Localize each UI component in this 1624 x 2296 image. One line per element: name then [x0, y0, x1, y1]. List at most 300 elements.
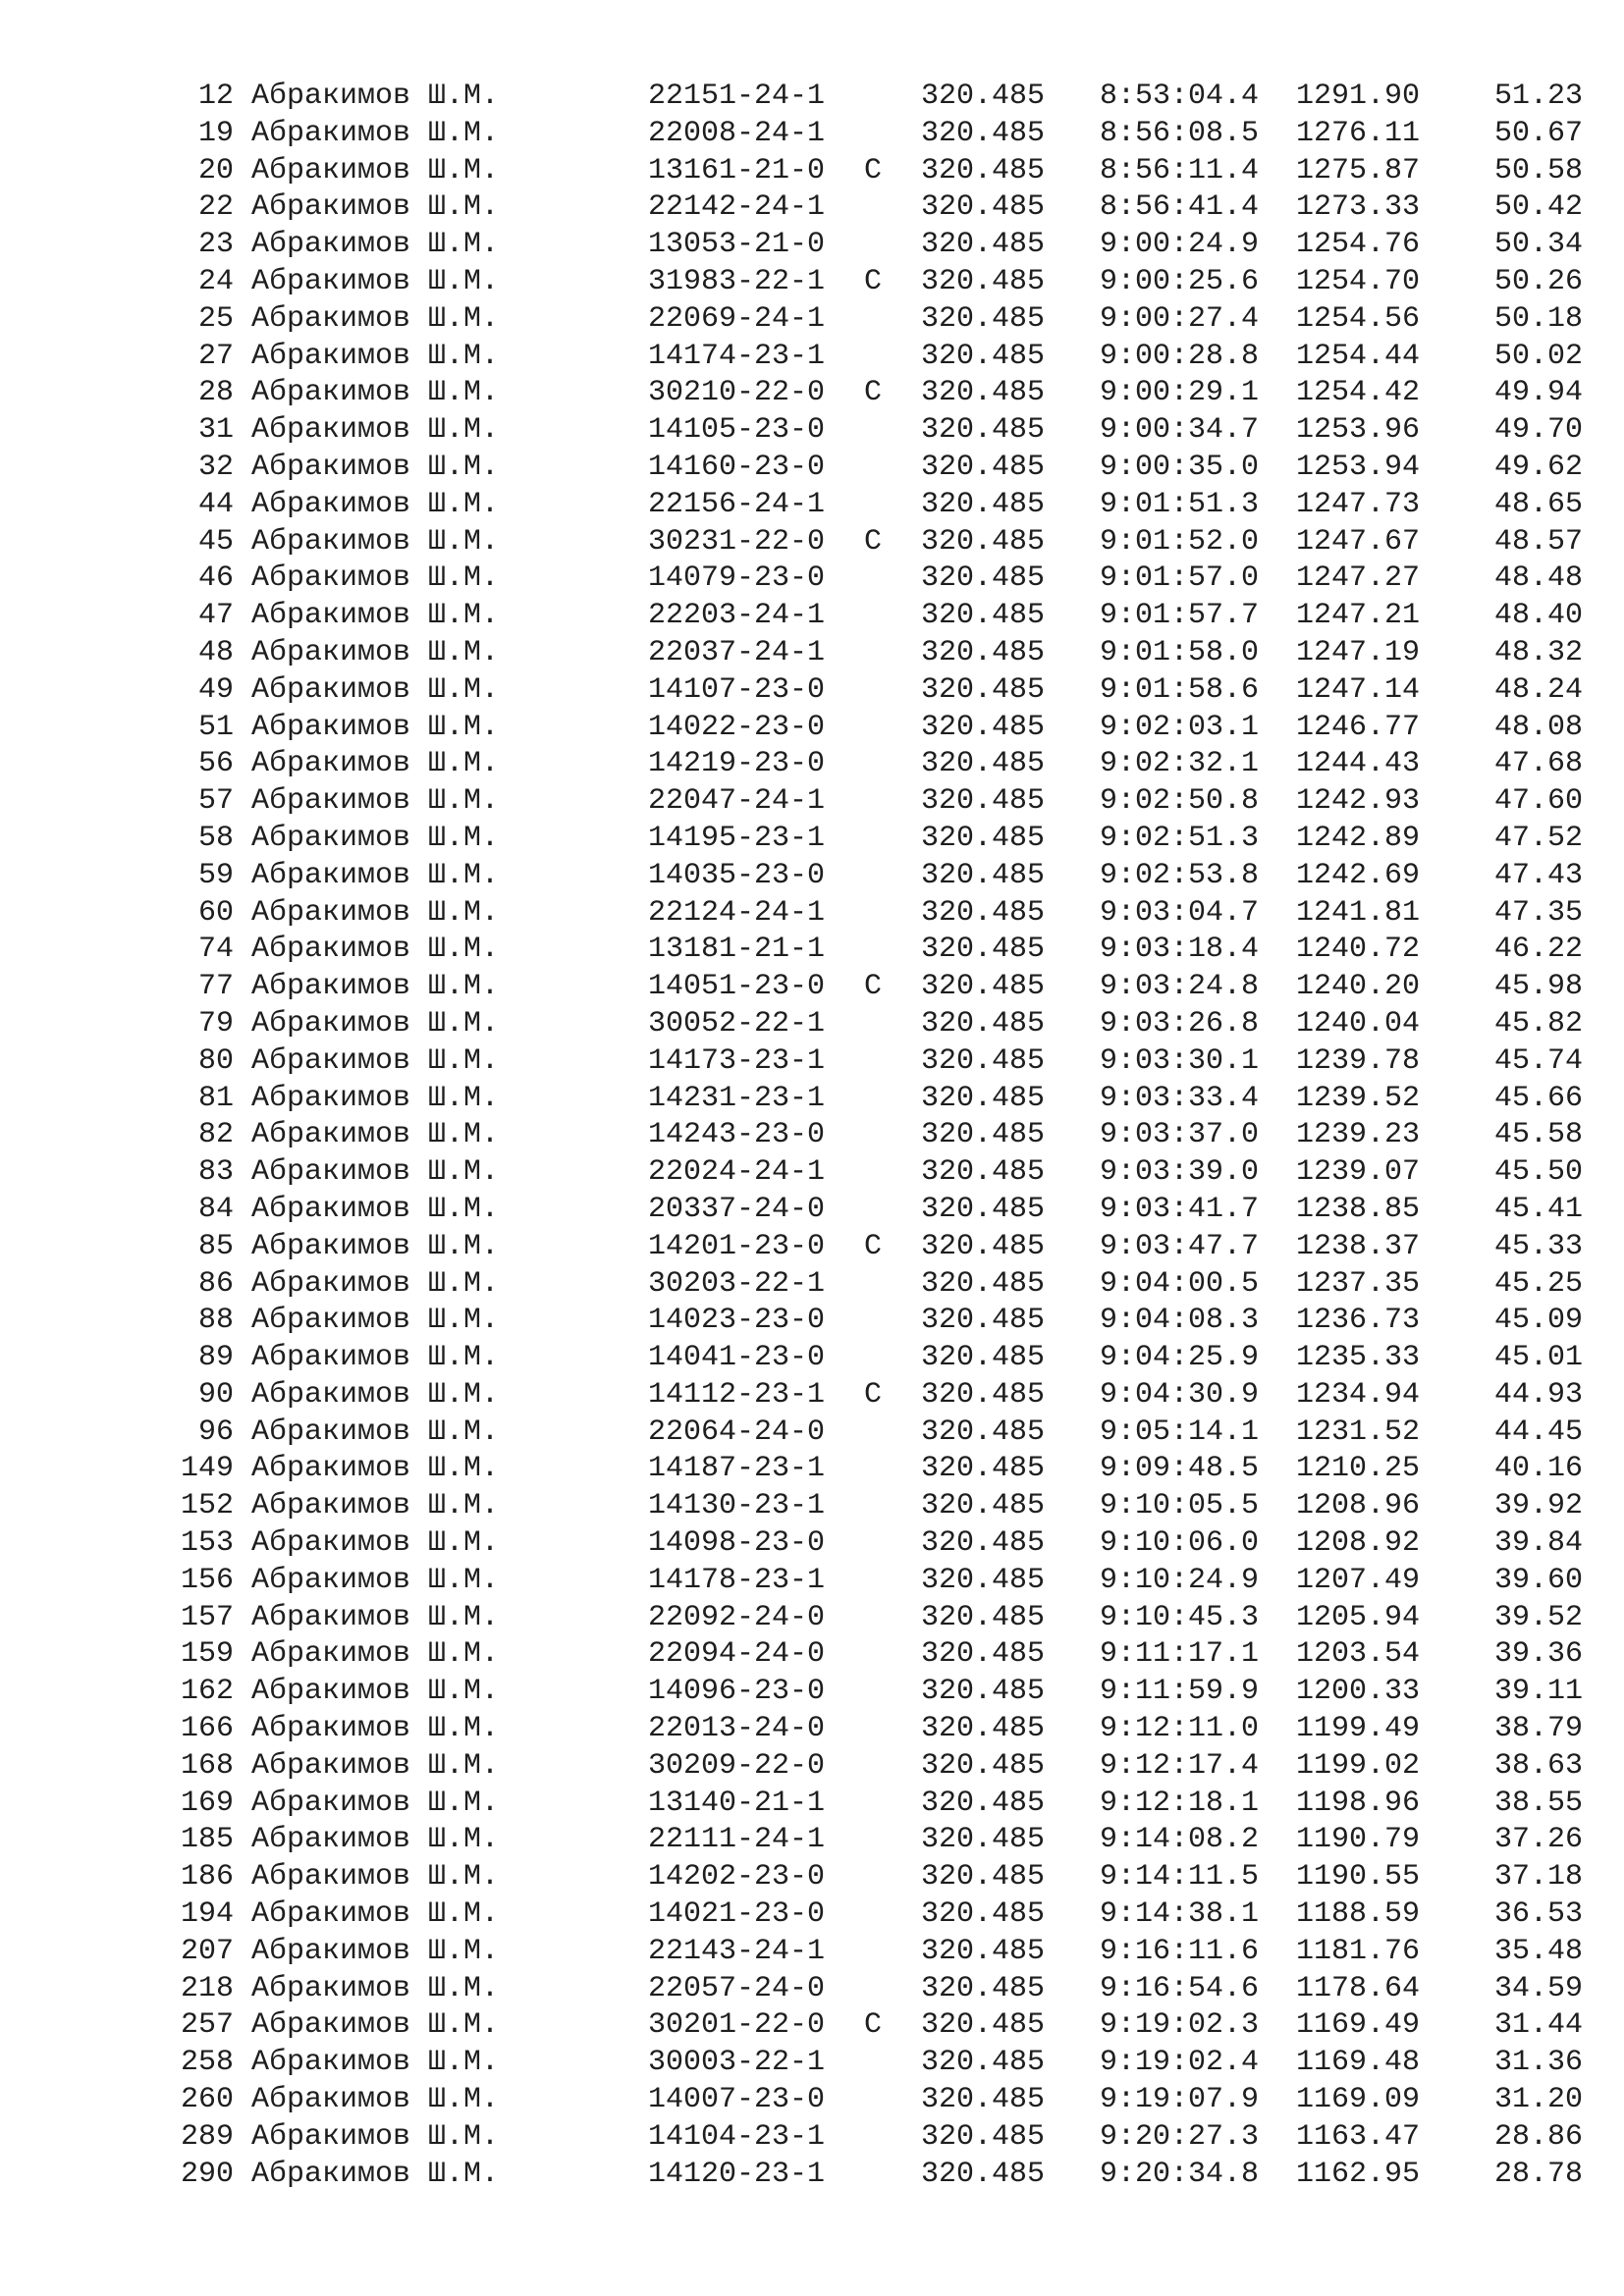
time-cell: 9:02:53.8 — [1100, 858, 1260, 892]
score-cell: 39.11 — [1493, 1675, 1583, 1709]
ring-number-cell: 13161-21-0 — [648, 153, 826, 187]
distance-cell: 320.485 — [921, 710, 1046, 744]
time-cell: 9:03:26.8 — [1100, 1006, 1260, 1041]
time-cell: 9:12:17.4 — [1100, 1748, 1260, 1783]
name-cell: Абракимов Ш.М. — [251, 153, 500, 187]
name-cell: Абракимов Ш.М. — [251, 599, 500, 633]
name-cell: Абракимов Ш.М. — [251, 413, 500, 448]
distance-cell: 320.485 — [921, 1563, 1046, 1597]
speed-cell: 1199.02 — [1296, 1748, 1421, 1783]
speed-cell: 1242.69 — [1296, 858, 1421, 892]
speed-cell: 1198.96 — [1296, 1786, 1421, 1820]
speed-cell: 1238.37 — [1296, 1229, 1421, 1263]
distance-cell: 320.485 — [921, 339, 1046, 373]
time-cell: 9:00:28.8 — [1100, 339, 1260, 373]
distance-cell: 320.485 — [921, 1637, 1046, 1672]
place-cell: 32 — [197, 450, 234, 484]
place-cell: 22 — [197, 190, 234, 225]
place-cell: 74 — [197, 933, 234, 967]
speed-cell: 1208.92 — [1296, 1526, 1421, 1561]
name-cell: Абракимов Ш.М. — [251, 784, 500, 819]
speed-cell: 1239.78 — [1296, 1043, 1421, 1078]
name-cell: Абракимов Ш.М. — [251, 80, 500, 113]
score-cell: 45.66 — [1493, 1081, 1583, 1115]
score-cell: 48.24 — [1493, 672, 1583, 707]
name-cell: Абракимов Ш.М. — [251, 1823, 500, 1857]
ring-number-cell: 22143-24-1 — [648, 1934, 826, 1968]
score-cell: 45.50 — [1493, 1155, 1583, 1190]
place-cell: 24 — [197, 264, 234, 298]
name-cell: Абракимов Ш.М. — [251, 933, 500, 967]
score-cell: 50.02 — [1493, 339, 1583, 373]
speed-cell: 1242.89 — [1296, 821, 1421, 855]
name-cell: Абракимов Ш.М. — [251, 1897, 500, 1932]
distance-cell: 320.485 — [921, 2083, 1046, 2117]
time-cell: 9:19:02.3 — [1100, 2008, 1260, 2043]
time-cell: 9:01:57.7 — [1100, 599, 1260, 633]
ring-number-cell: 14098-23-0 — [648, 1526, 826, 1561]
ring-number-cell: 22092-24-0 — [648, 1600, 826, 1634]
ring-number-cell: 30231-22-0 — [648, 524, 826, 559]
place-cell: 31 — [197, 413, 234, 448]
score-cell: 47.52 — [1493, 821, 1583, 855]
time-cell: 9:12:11.0 — [1100, 1712, 1260, 1746]
time-cell: 9:00:34.7 — [1100, 413, 1260, 448]
speed-cell: 1190.79 — [1296, 1823, 1421, 1857]
score-cell: 37.18 — [1493, 1860, 1583, 1895]
score-cell: 45.58 — [1493, 1118, 1583, 1152]
speed-cell: 1200.33 — [1296, 1675, 1421, 1709]
distance-cell: 320.485 — [921, 599, 1046, 633]
name-cell: Абракимов Ш.М. — [251, 970, 500, 1004]
score-cell: 31.20 — [1493, 2083, 1583, 2117]
name-cell: Абракимов Ш.М. — [251, 2008, 500, 2043]
score-cell: 44.45 — [1493, 1415, 1583, 1449]
place-cell: 58 — [197, 821, 234, 855]
name-cell: Абракимов Ш.М. — [251, 1192, 500, 1226]
ring-number-cell: 30201-22-0 — [648, 2008, 826, 2043]
ring-number-cell: 30052-22-1 — [648, 1006, 826, 1041]
ring-number-cell: 14107-23-0 — [648, 672, 826, 707]
score-cell: 34.59 — [1493, 1971, 1583, 2005]
distance-cell: 320.485 — [921, 895, 1046, 930]
score-cell: 39.92 — [1493, 1489, 1583, 1523]
name-cell: Абракимов Ш.М. — [251, 1081, 500, 1115]
ring-number-cell: 22094-24-0 — [648, 1637, 826, 1672]
ring-number-cell: 14174-23-1 — [648, 339, 826, 373]
time-cell: 8:53:04.4 — [1100, 80, 1260, 113]
place-cell: 96 — [197, 1415, 234, 1449]
place-cell: 186 — [180, 1860, 234, 1895]
name-cell: Абракимов Ш.М. — [251, 228, 500, 262]
place-cell: 12 — [197, 80, 234, 113]
ring-number-cell: 22142-24-1 — [648, 190, 826, 225]
time-cell: 9:10:24.9 — [1100, 1563, 1260, 1597]
time-cell: 9:03:24.8 — [1100, 970, 1260, 1004]
ring-number-cell: 22156-24-1 — [648, 487, 826, 521]
distance-cell: 320.485 — [921, 1600, 1046, 1634]
place-cell: 157 — [180, 1600, 234, 1634]
ring-number-cell: 22024-24-1 — [648, 1155, 826, 1190]
ring-number-cell: 30003-22-1 — [648, 2046, 826, 2080]
score-cell: 28.78 — [1493, 2157, 1583, 2191]
speed-cell: 1253.94 — [1296, 450, 1421, 484]
score-cell: 49.62 — [1493, 450, 1583, 484]
ring-number-cell: 14051-23-0 — [648, 970, 826, 1004]
distance-cell: 320.485 — [921, 264, 1046, 298]
time-cell: 9:03:39.0 — [1100, 1155, 1260, 1190]
time-cell: 9:01:52.0 — [1100, 524, 1260, 559]
speed-cell: 1236.73 — [1296, 1304, 1421, 1338]
name-cell: Абракимов Ш.М. — [251, 1860, 500, 1895]
speed-cell: 1203.54 — [1296, 1637, 1421, 1672]
score-cell: 45.98 — [1493, 970, 1583, 1004]
ring-number-cell: 22008-24-1 — [648, 116, 826, 150]
ring-number-cell: 22069-24-1 — [648, 301, 826, 336]
score-cell: 48.65 — [1493, 487, 1583, 521]
distance-cell: 320.485 — [921, 524, 1046, 559]
name-cell: Абракимов Ш.М. — [251, 1229, 500, 1263]
speed-cell: 1247.73 — [1296, 487, 1421, 521]
name-cell: Абракимов Ш.М. — [251, 1637, 500, 1672]
ring-number-cell: 14160-23-0 — [648, 450, 826, 484]
place-cell: 152 — [180, 1489, 234, 1523]
name-cell: Абракимов Ш.М. — [251, 1712, 500, 1746]
score-cell: 48.48 — [1493, 561, 1583, 596]
score-cell: 48.57 — [1493, 524, 1583, 559]
place-cell: 88 — [197, 1304, 234, 1338]
speed-cell: 1240.72 — [1296, 933, 1421, 967]
ring-number-cell: 14173-23-1 — [648, 1043, 826, 1078]
distance-cell: 320.485 — [921, 1823, 1046, 1857]
name-cell: Абракимов Ш.М. — [251, 524, 500, 559]
ring-number-cell: 31983-22-1 — [648, 264, 826, 298]
time-cell: 9:00:35.0 — [1100, 450, 1260, 484]
distance-cell: 320.485 — [921, 1489, 1046, 1523]
name-cell: Абракимов Ш.М. — [251, 1377, 500, 1412]
score-cell: 47.35 — [1493, 895, 1583, 930]
speed-cell: 1254.70 — [1296, 264, 1421, 298]
place-cell: 82 — [197, 1118, 234, 1152]
time-cell: 9:04:25.9 — [1100, 1341, 1260, 1375]
score-cell: 38.79 — [1493, 1712, 1583, 1746]
ring-number-cell: 14023-23-0 — [648, 1304, 826, 1338]
distance-cell: 320.485 — [921, 116, 1046, 150]
place-cell: 90 — [197, 1377, 234, 1412]
score-cell: 47.60 — [1493, 784, 1583, 819]
place-cell: 51 — [197, 710, 234, 744]
distance-cell: 320.485 — [921, 1934, 1046, 1968]
speed-cell: 1238.85 — [1296, 1192, 1421, 1226]
distance-cell: 320.485 — [921, 2157, 1046, 2191]
ring-number-cell: 14104-23-1 — [648, 2119, 826, 2154]
name-cell: Абракимов Ш.М. — [251, 1971, 500, 2005]
speed-cell: 1247.21 — [1296, 599, 1421, 633]
name-cell: Абракимов Ш.М. — [251, 1675, 500, 1709]
distance-cell: 320.485 — [921, 190, 1046, 225]
speed-cell: 1199.49 — [1296, 1712, 1421, 1746]
speed-cell: 1275.87 — [1296, 153, 1421, 187]
speed-cell: 1242.93 — [1296, 784, 1421, 819]
place-cell: 169 — [180, 1786, 234, 1820]
place-cell: 86 — [197, 1266, 234, 1301]
ring-number-cell: 22064-24-0 — [648, 1415, 826, 1449]
speed-cell: 1240.20 — [1296, 970, 1421, 1004]
flag-cell: С — [864, 1377, 883, 1412]
distance-cell: 320.485 — [921, 1971, 1046, 2005]
ring-number-cell: 22111-24-1 — [648, 1823, 826, 1857]
place-cell: 290 — [180, 2157, 234, 2191]
place-cell: 153 — [180, 1526, 234, 1561]
time-cell: 9:14:38.1 — [1100, 1897, 1260, 1932]
name-cell: Абракимов Ш.М. — [251, 450, 500, 484]
ring-number-cell: 30210-22-0 — [648, 376, 826, 410]
place-cell: 218 — [180, 1971, 234, 2005]
score-cell: 45.41 — [1493, 1192, 1583, 1226]
time-cell: 9:19:07.9 — [1100, 2083, 1260, 2117]
speed-cell: 1181.76 — [1296, 1934, 1421, 1968]
ring-number-cell: 22203-24-1 — [648, 599, 826, 633]
speed-cell: 1239.23 — [1296, 1118, 1421, 1152]
name-cell: Абракимов Ш.М. — [251, 376, 500, 410]
distance-cell: 320.485 — [921, 301, 1046, 336]
ring-number-cell: 14130-23-1 — [648, 1489, 826, 1523]
speed-cell: 1240.04 — [1296, 1006, 1421, 1041]
name-cell: Абракимов Ш.М. — [251, 710, 500, 744]
place-cell: 45 — [197, 524, 234, 559]
name-cell: Абракимов Ш.М. — [251, 2119, 500, 2154]
name-cell: Абракимов Ш.М. — [251, 1006, 500, 1041]
place-cell: 48 — [197, 635, 234, 669]
place-cell: 258 — [180, 2046, 234, 2080]
speed-cell: 1254.42 — [1296, 376, 1421, 410]
distance-cell: 320.485 — [921, 1860, 1046, 1895]
distance-cell: 320.485 — [921, 1526, 1046, 1561]
name-cell: Абракимов Ш.М. — [251, 1266, 500, 1301]
time-cell: 9:02:50.8 — [1100, 784, 1260, 819]
time-cell: 9:16:11.6 — [1100, 1934, 1260, 1968]
time-cell: 9:00:24.9 — [1100, 228, 1260, 262]
name-cell: Абракимов Ш.М. — [251, 1489, 500, 1523]
flag-cell: С — [864, 376, 883, 410]
speed-cell: 1247.27 — [1296, 561, 1421, 596]
time-cell: 9:14:08.2 — [1100, 1823, 1260, 1857]
flag-cell: С — [864, 264, 883, 298]
name-cell: Абракимов Ш.М. — [251, 1155, 500, 1190]
distance-cell: 320.485 — [921, 2046, 1046, 2080]
name-cell: Абракимов Ш.М. — [251, 1786, 500, 1820]
place-cell: 25 — [197, 301, 234, 336]
place-cell: 168 — [180, 1748, 234, 1783]
place-cell: 257 — [180, 2008, 234, 2043]
speed-cell: 1237.35 — [1296, 1266, 1421, 1301]
time-cell: 9:11:17.1 — [1100, 1637, 1260, 1672]
name-cell: Абракимов Ш.М. — [251, 635, 500, 669]
ring-number-cell: 14219-23-0 — [648, 747, 826, 781]
ring-number-cell: 14035-23-0 — [648, 858, 826, 892]
place-cell: 149 — [180, 1452, 234, 1486]
ring-number-cell: 14187-23-1 — [648, 1452, 826, 1486]
speed-cell: 1247.19 — [1296, 635, 1421, 669]
distance-cell: 320.485 — [921, 2119, 1046, 2154]
time-cell: 9:16:54.6 — [1100, 1971, 1260, 2005]
score-cell: 45.74 — [1493, 1043, 1583, 1078]
speed-cell: 1273.33 — [1296, 190, 1421, 225]
score-cell: 50.42 — [1493, 190, 1583, 225]
time-cell: 9:12:18.1 — [1100, 1786, 1260, 1820]
ring-number-cell: 13181-21-1 — [648, 933, 826, 967]
distance-cell: 320.485 — [921, 1155, 1046, 1190]
speed-cell: 1205.94 — [1296, 1600, 1421, 1634]
score-cell: 39.36 — [1493, 1637, 1583, 1672]
name-cell: Абракимов Ш.М. — [251, 1341, 500, 1375]
time-cell: 8:56:11.4 — [1100, 153, 1260, 187]
speed-cell: 1254.76 — [1296, 228, 1421, 262]
time-cell: 9:14:11.5 — [1100, 1860, 1260, 1895]
time-cell: 9:11:59.9 — [1100, 1675, 1260, 1709]
ring-number-cell: 14041-23-0 — [648, 1341, 826, 1375]
speed-cell: 1254.56 — [1296, 301, 1421, 336]
ring-number-cell: 13053-21-0 — [648, 228, 826, 262]
flag-cell: С — [864, 2008, 883, 2043]
place-cell: 81 — [197, 1081, 234, 1115]
score-cell: 48.32 — [1493, 635, 1583, 669]
distance-cell: 320.485 — [921, 228, 1046, 262]
time-cell: 9:04:08.3 — [1100, 1304, 1260, 1338]
ring-number-cell: 20337-24-0 — [648, 1192, 826, 1226]
time-cell: 9:03:41.7 — [1100, 1192, 1260, 1226]
name-cell: Абракимов Ш.М. — [251, 2083, 500, 2117]
time-cell: 9:20:27.3 — [1100, 2119, 1260, 2154]
speed-cell: 1169.09 — [1296, 2083, 1421, 2117]
score-cell: 45.82 — [1493, 1006, 1583, 1041]
score-cell: 38.63 — [1493, 1748, 1583, 1783]
ring-number-cell: 22124-24-1 — [648, 895, 826, 930]
name-cell: Абракимов Ш.М. — [251, 1526, 500, 1561]
score-cell: 45.25 — [1493, 1266, 1583, 1301]
speed-cell: 1253.96 — [1296, 413, 1421, 448]
distance-cell: 320.485 — [921, 1415, 1046, 1449]
name-cell: Абракимов Ш.М. — [251, 895, 500, 930]
score-cell: 48.40 — [1493, 599, 1583, 633]
place-cell: 47 — [197, 599, 234, 633]
score-cell: 31.36 — [1493, 2046, 1583, 2080]
score-cell: 38.55 — [1493, 1786, 1583, 1820]
place-cell: 159 — [180, 1637, 234, 1672]
time-cell: 9:02:51.3 — [1100, 821, 1260, 855]
time-cell: 9:02:03.1 — [1100, 710, 1260, 744]
time-cell: 9:04:30.9 — [1100, 1377, 1260, 1412]
place-cell: 162 — [180, 1675, 234, 1709]
time-cell: 9:03:18.4 — [1100, 933, 1260, 967]
flag-cell: С — [864, 1229, 883, 1263]
speed-cell: 1163.47 — [1296, 2119, 1421, 2154]
name-cell: Абракимов Ш.М. — [251, 1563, 500, 1597]
name-cell: Абракимов Ш.М. — [251, 2157, 500, 2191]
ring-number-cell: 14201-23-0 — [648, 1229, 826, 1263]
ring-number-cell: 14105-23-0 — [648, 413, 826, 448]
distance-cell: 320.485 — [921, 1675, 1046, 1709]
distance-cell: 320.485 — [921, 1006, 1046, 1041]
distance-cell: 320.485 — [921, 2008, 1046, 2043]
distance-cell: 320.485 — [921, 1192, 1046, 1226]
ring-number-cell: 14007-23-0 — [648, 2083, 826, 2117]
name-cell: Абракимов Ш.М. — [251, 339, 500, 373]
place-cell: 260 — [180, 2083, 234, 2117]
distance-cell: 320.485 — [921, 1712, 1046, 1746]
name-cell: Абракимов Ш.М. — [251, 301, 500, 336]
place-cell: 27 — [197, 339, 234, 373]
score-cell: 49.70 — [1493, 413, 1583, 448]
name-cell: Абракимов Ш.М. — [251, 487, 500, 521]
score-cell: 45.01 — [1493, 1341, 1583, 1375]
flag-cell: С — [864, 970, 883, 1004]
speed-cell: 1244.43 — [1296, 747, 1421, 781]
name-cell: Абракимов Ш.М. — [251, 264, 500, 298]
time-cell: 9:01:57.0 — [1100, 561, 1260, 596]
distance-cell: 320.485 — [921, 1081, 1046, 1115]
time-cell: 9:04:00.5 — [1100, 1266, 1260, 1301]
name-cell: Абракимов Ш.М. — [251, 1304, 500, 1338]
ring-number-cell: 30203-22-1 — [648, 1266, 826, 1301]
score-cell: 28.86 — [1493, 2119, 1583, 2154]
time-cell: 8:56:41.4 — [1100, 190, 1260, 225]
distance-cell: 320.485 — [921, 1266, 1046, 1301]
distance-cell: 320.485 — [921, 1452, 1046, 1486]
name-cell: Абракимов Ш.М. — [251, 561, 500, 596]
speed-cell: 1239.07 — [1296, 1155, 1421, 1190]
ring-number-cell: 14079-23-0 — [648, 561, 826, 596]
ring-number-cell: 22013-24-0 — [648, 1712, 826, 1746]
place-cell: 84 — [197, 1192, 234, 1226]
ring-number-cell: 14112-23-1 — [648, 1377, 826, 1412]
place-cell: 194 — [180, 1897, 234, 1932]
place-cell: 59 — [197, 858, 234, 892]
score-cell: 51.23 — [1493, 80, 1583, 113]
speed-cell: 1235.33 — [1296, 1341, 1421, 1375]
distance-cell: 320.485 — [921, 413, 1046, 448]
time-cell: 9:20:34.8 — [1100, 2157, 1260, 2191]
distance-cell: 320.485 — [921, 970, 1046, 1004]
flag-cell: С — [864, 153, 883, 187]
place-cell: 85 — [197, 1229, 234, 1263]
distance-cell: 320.485 — [921, 1304, 1046, 1338]
speed-cell: 1169.49 — [1296, 2008, 1421, 2043]
distance-cell: 320.485 — [921, 933, 1046, 967]
score-cell: 45.33 — [1493, 1229, 1583, 1263]
place-cell: 28 — [197, 376, 234, 410]
place-cell: 80 — [197, 1043, 234, 1078]
name-cell: Абракимов Ш.М. — [251, 1118, 500, 1152]
time-cell: 9:05:14.1 — [1100, 1415, 1260, 1449]
ring-number-cell: 14120-23-1 — [648, 2157, 826, 2191]
speed-cell: 1291.90 — [1296, 80, 1421, 113]
place-cell: 156 — [180, 1563, 234, 1597]
speed-cell: 1178.64 — [1296, 1971, 1421, 2005]
speed-cell: 1231.52 — [1296, 1415, 1421, 1449]
distance-cell: 320.485 — [921, 784, 1046, 819]
distance-cell: 320.485 — [921, 376, 1046, 410]
place-cell: 19 — [197, 116, 234, 150]
speed-cell: 1241.81 — [1296, 895, 1421, 930]
speed-cell: 1234.94 — [1296, 1377, 1421, 1412]
ring-number-cell: 13140-21-1 — [648, 1786, 826, 1820]
time-cell: 9:02:32.1 — [1100, 747, 1260, 781]
score-cell: 40.16 — [1493, 1452, 1583, 1486]
ring-number-cell: 14243-23-0 — [648, 1118, 826, 1152]
place-cell: 56 — [197, 747, 234, 781]
ring-number-cell: 22057-24-0 — [648, 1971, 826, 2005]
